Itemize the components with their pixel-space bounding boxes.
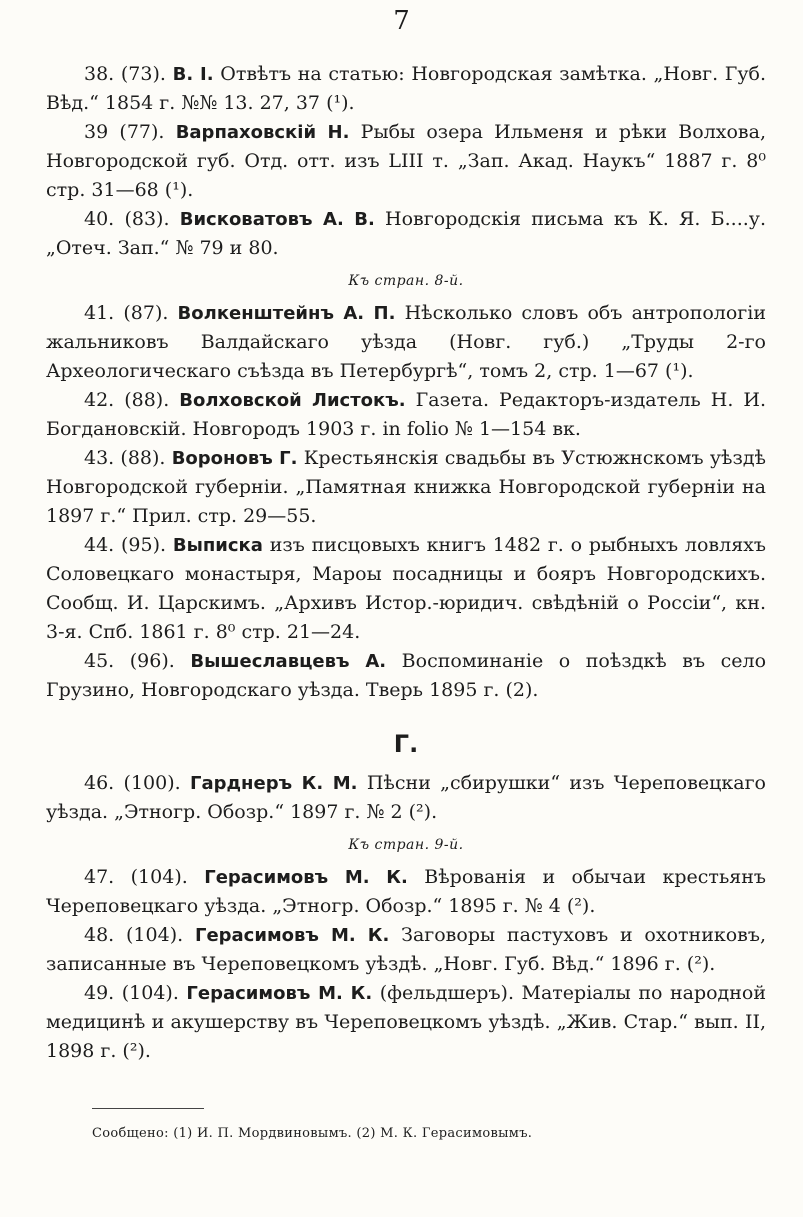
footnote-divider	[92, 1108, 204, 1109]
bibliography-entry	[46, 118, 766, 205]
entry-number: 45. (96).	[84, 650, 175, 672]
entry-author: Волховской Листокъ.	[179, 390, 406, 411]
entry-author: Варпаховскій Н.	[175, 122, 350, 143]
entry-text: Вѣрованія и обычаи крестьянъ Череповецкаго уѣзда. „Этногр. Обозр.“ 1895 г. № 4 (²).	[46, 866, 767, 917]
bibliography-entry	[46, 386, 766, 444]
bibliography-entry	[46, 921, 766, 979]
entry-text: Новгородскія письма къ К. Я. Б....у. „Отеч. Зап.“ № 79 и 80.	[46, 208, 766, 259]
entry-group-b	[46, 299, 766, 705]
bibliography-entry	[46, 769, 766, 827]
entry-author: Вороновъ Г.	[171, 448, 298, 469]
entry-number: 43. (88).	[84, 447, 166, 469]
entry-text: Газета. Редакторъ-издатель Н. И. Богдановскій. Новгородъ 1903 г. in folio № 1—154 вк.	[46, 389, 766, 440]
entry-author: В. І.	[172, 64, 214, 85]
entry-text: Пѣсни „сбирушки“ изъ Череповецкаго уѣзда. „Этногр. Обозр.“ 1897 г. № 2 (²).	[46, 772, 766, 823]
entry-author: Волкенштейнъ А. П.	[177, 303, 396, 324]
bibliography-entry	[46, 299, 766, 386]
footnote: Сообщено: (1) И. П. Мордвиновымъ. (2) М. К. Герасимовымъ.	[92, 1126, 533, 1141]
entry-number: 46. (100).	[84, 772, 181, 794]
entry-text: Нѣсколько словъ объ антропологіи жальниковъ Валдайскаго уѣзда (Новг. губ.) „Труды 2-го Археологическаго съѣзда въ Петербургѣ“, томъ 2, стр. 1—67 (¹).	[46, 302, 766, 382]
entry-author: Герасимовъ М. К.	[204, 867, 408, 888]
entry-number: 44. (95).	[84, 534, 167, 556]
entry-group-a	[46, 60, 766, 263]
entry-number: 49. (104).	[84, 982, 179, 1004]
entry-author: Герасимовъ М. К.	[186, 983, 373, 1004]
entries-content	[46, 60, 766, 1066]
entry-text: Рыбы озера Ильменя и рѣки Волхова, Новгородской губ. Отд. отт. изъ LIII т. „Зап. Акад. Наукъ“ 1887 г. 8⁰ стр. 31—68 (¹).	[46, 121, 766, 201]
section-heading-g: Г.	[393, 730, 419, 758]
bibliography-entry	[46, 205, 766, 263]
bibliography-entry	[46, 979, 766, 1066]
entry-number: 39 (77).	[84, 121, 165, 143]
bibliography-entry	[46, 444, 766, 531]
bibliography-entry	[46, 60, 766, 118]
entry-text: Отвѣтъ на статью: Новгородская замѣтка. „Новг. Губ. Вѣд.“ 1854 г. №№ 13. 27, 37 (¹).	[46, 63, 767, 114]
entry-author: Висковатовъ А. В.	[179, 209, 375, 230]
entry-text: (фельдшеръ). Матеріалы по народной медицинѣ и акушерству въ Череповецкомъ уѣздѣ. „Жив. Стар.“ вып. II, 1898 г. (²).	[46, 982, 767, 1062]
entry-number: 42. (88).	[84, 389, 170, 411]
entry-text: Крестьянскія свадьбы въ Устюжнскомъ уѣздѣ Новгородской губерніи. „Памятная книжка Новгородской губерніи на 1897 г.“ Прил. стр. 29—55.	[46, 447, 766, 527]
continuation-note-page-9: Къ стран. 9-й.	[348, 837, 464, 853]
entry-number: 41. (87).	[84, 302, 169, 324]
entry-number: 48. (104).	[84, 924, 184, 946]
entry-text: Заговоры пастуховъ и охотниковъ, записанные въ Череповецкомъ уѣздѣ. „Новг. Губ. Вѣд.“ 1896 г. (²).	[46, 924, 766, 975]
entry-author: Гарднеръ К. М.	[190, 773, 358, 794]
entry-group-c	[46, 769, 766, 827]
entry-text: Воспоминаніе о поѣздкѣ въ село Грузино, Новгородскаго уѣзда. Тверь 1895 г. (2).	[46, 650, 767, 701]
bibliography-entry	[46, 531, 766, 647]
entry-number: 40. (83).	[84, 208, 170, 230]
bibliography-entry	[46, 647, 766, 705]
entry-author: Вышеславцевъ А.	[190, 651, 387, 672]
page-number: 7	[393, 6, 410, 36]
entry-number: 38. (73).	[84, 63, 166, 85]
entry-author: Герасимовъ М. К.	[194, 925, 390, 946]
entry-text: изъ писцовыхъ книгъ 1482 г. о рыбныхъ ловляхъ Соловецкаго монастыря, Мароы посадницы и бояръ Новгородскихъ. Сообщ. И. Царскимъ. „Архивъ Истор.-юридич. свѣдѣній о Россіи“, кн. 3-я. Спб. 1861 г. 8⁰ стр. 21—24.	[46, 534, 766, 643]
entry-group-d	[46, 863, 766, 1066]
entry-author: Выписка	[172, 535, 263, 556]
entry-number: 47. (104).	[84, 866, 188, 888]
bibliography-entry	[46, 863, 766, 921]
continuation-note-page-8: Къ стран. 8-й.	[348, 273, 464, 289]
